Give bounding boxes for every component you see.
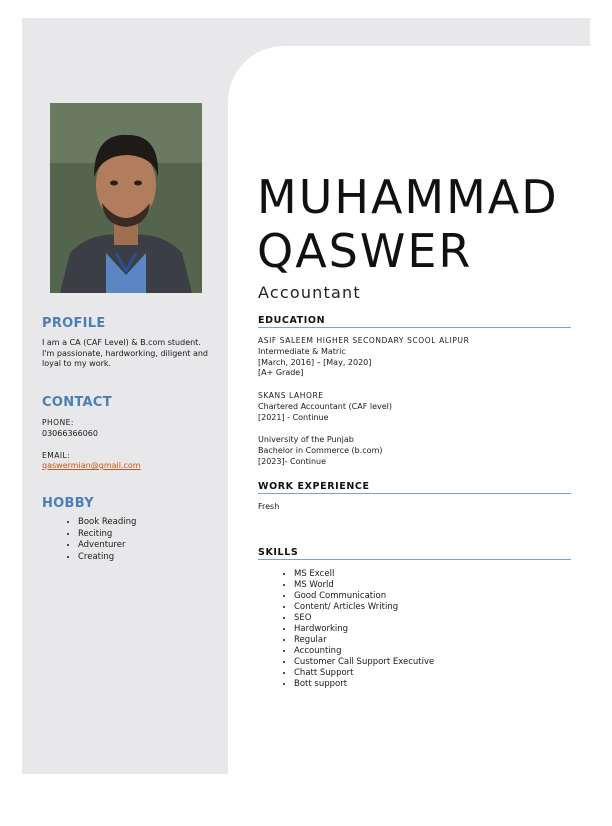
- list-item: • Chatt Support: [294, 668, 434, 679]
- list-item: • SEO: [294, 613, 434, 624]
- list-item: • Book Reading: [78, 517, 136, 529]
- list-item: • Creating: [78, 552, 136, 564]
- profile-photo: [50, 103, 202, 293]
- list-item: • Regular: [294, 635, 434, 646]
- list-item: • Good Communication: [294, 591, 434, 602]
- phone-value: 03066366060: [42, 429, 98, 438]
- email-label: EMAIL:: [42, 451, 71, 460]
- dates: [2021] - Continue: [258, 412, 329, 422]
- grade: [A+ Grade]: [258, 368, 304, 378]
- email-link[interactable]: qaswermian@gmail.com: [42, 461, 141, 470]
- education-entry-3: [258, 435, 382, 467]
- list-item: • Hardworking: [294, 624, 434, 635]
- list-item: • Reciting: [78, 529, 136, 541]
- work-experience-text: Fresh: [258, 502, 280, 511]
- list-item: • Accounting: [294, 646, 434, 657]
- skills-list: [258, 569, 434, 690]
- first-name: MUHAMMAD: [257, 170, 559, 224]
- school-name: University of the Punjab: [258, 435, 354, 444]
- hobby-heading: HOBBY: [42, 496, 94, 511]
- school-name: ASIF SALEEM HIGHER SECONDARY SCOOL ALIPUR: [258, 336, 470, 345]
- degree: Chartered Accountant (CAF level): [258, 401, 392, 411]
- degree: Intermediate & Matric: [258, 346, 346, 356]
- profile-text: I am a CA (CAF Level) & B.com student. I'm passionate, hardworking, diligent and loyal to my work.: [42, 338, 209, 368]
- phone-label: PHONE:: [42, 418, 74, 427]
- skills-heading: SKILLS: [258, 547, 571, 560]
- job-title: Accountant: [258, 283, 361, 302]
- person-name: [257, 170, 559, 278]
- list-item: • Content/ Articles Writing: [294, 602, 434, 613]
- education-entry-1: [258, 336, 469, 379]
- dates: [2023]- Continue: [258, 456, 327, 466]
- profile-heading: PROFILE: [42, 316, 106, 331]
- education-heading: EDUCATION: [258, 315, 571, 328]
- work-experience-heading: WORK EXPERIENCE: [258, 481, 571, 494]
- last-name: QASWER: [257, 224, 473, 278]
- list-item: • MS World: [294, 580, 434, 591]
- list-item: • Customer Call Support Executive: [294, 657, 434, 668]
- degree: Bachelor in Commerce (b.com): [258, 445, 383, 455]
- education-entry-2: [258, 391, 392, 423]
- list-item: • Bott support: [294, 679, 434, 690]
- hobby-list: [42, 517, 136, 563]
- school-name: SKANS LAHORE: [258, 391, 324, 400]
- contact-heading: CONTACT: [42, 395, 112, 410]
- list-item: • MS Excell: [294, 569, 434, 580]
- list-item: • Adventurer: [78, 540, 136, 552]
- dates: [March, 2016] – [May, 2020]: [258, 357, 372, 367]
